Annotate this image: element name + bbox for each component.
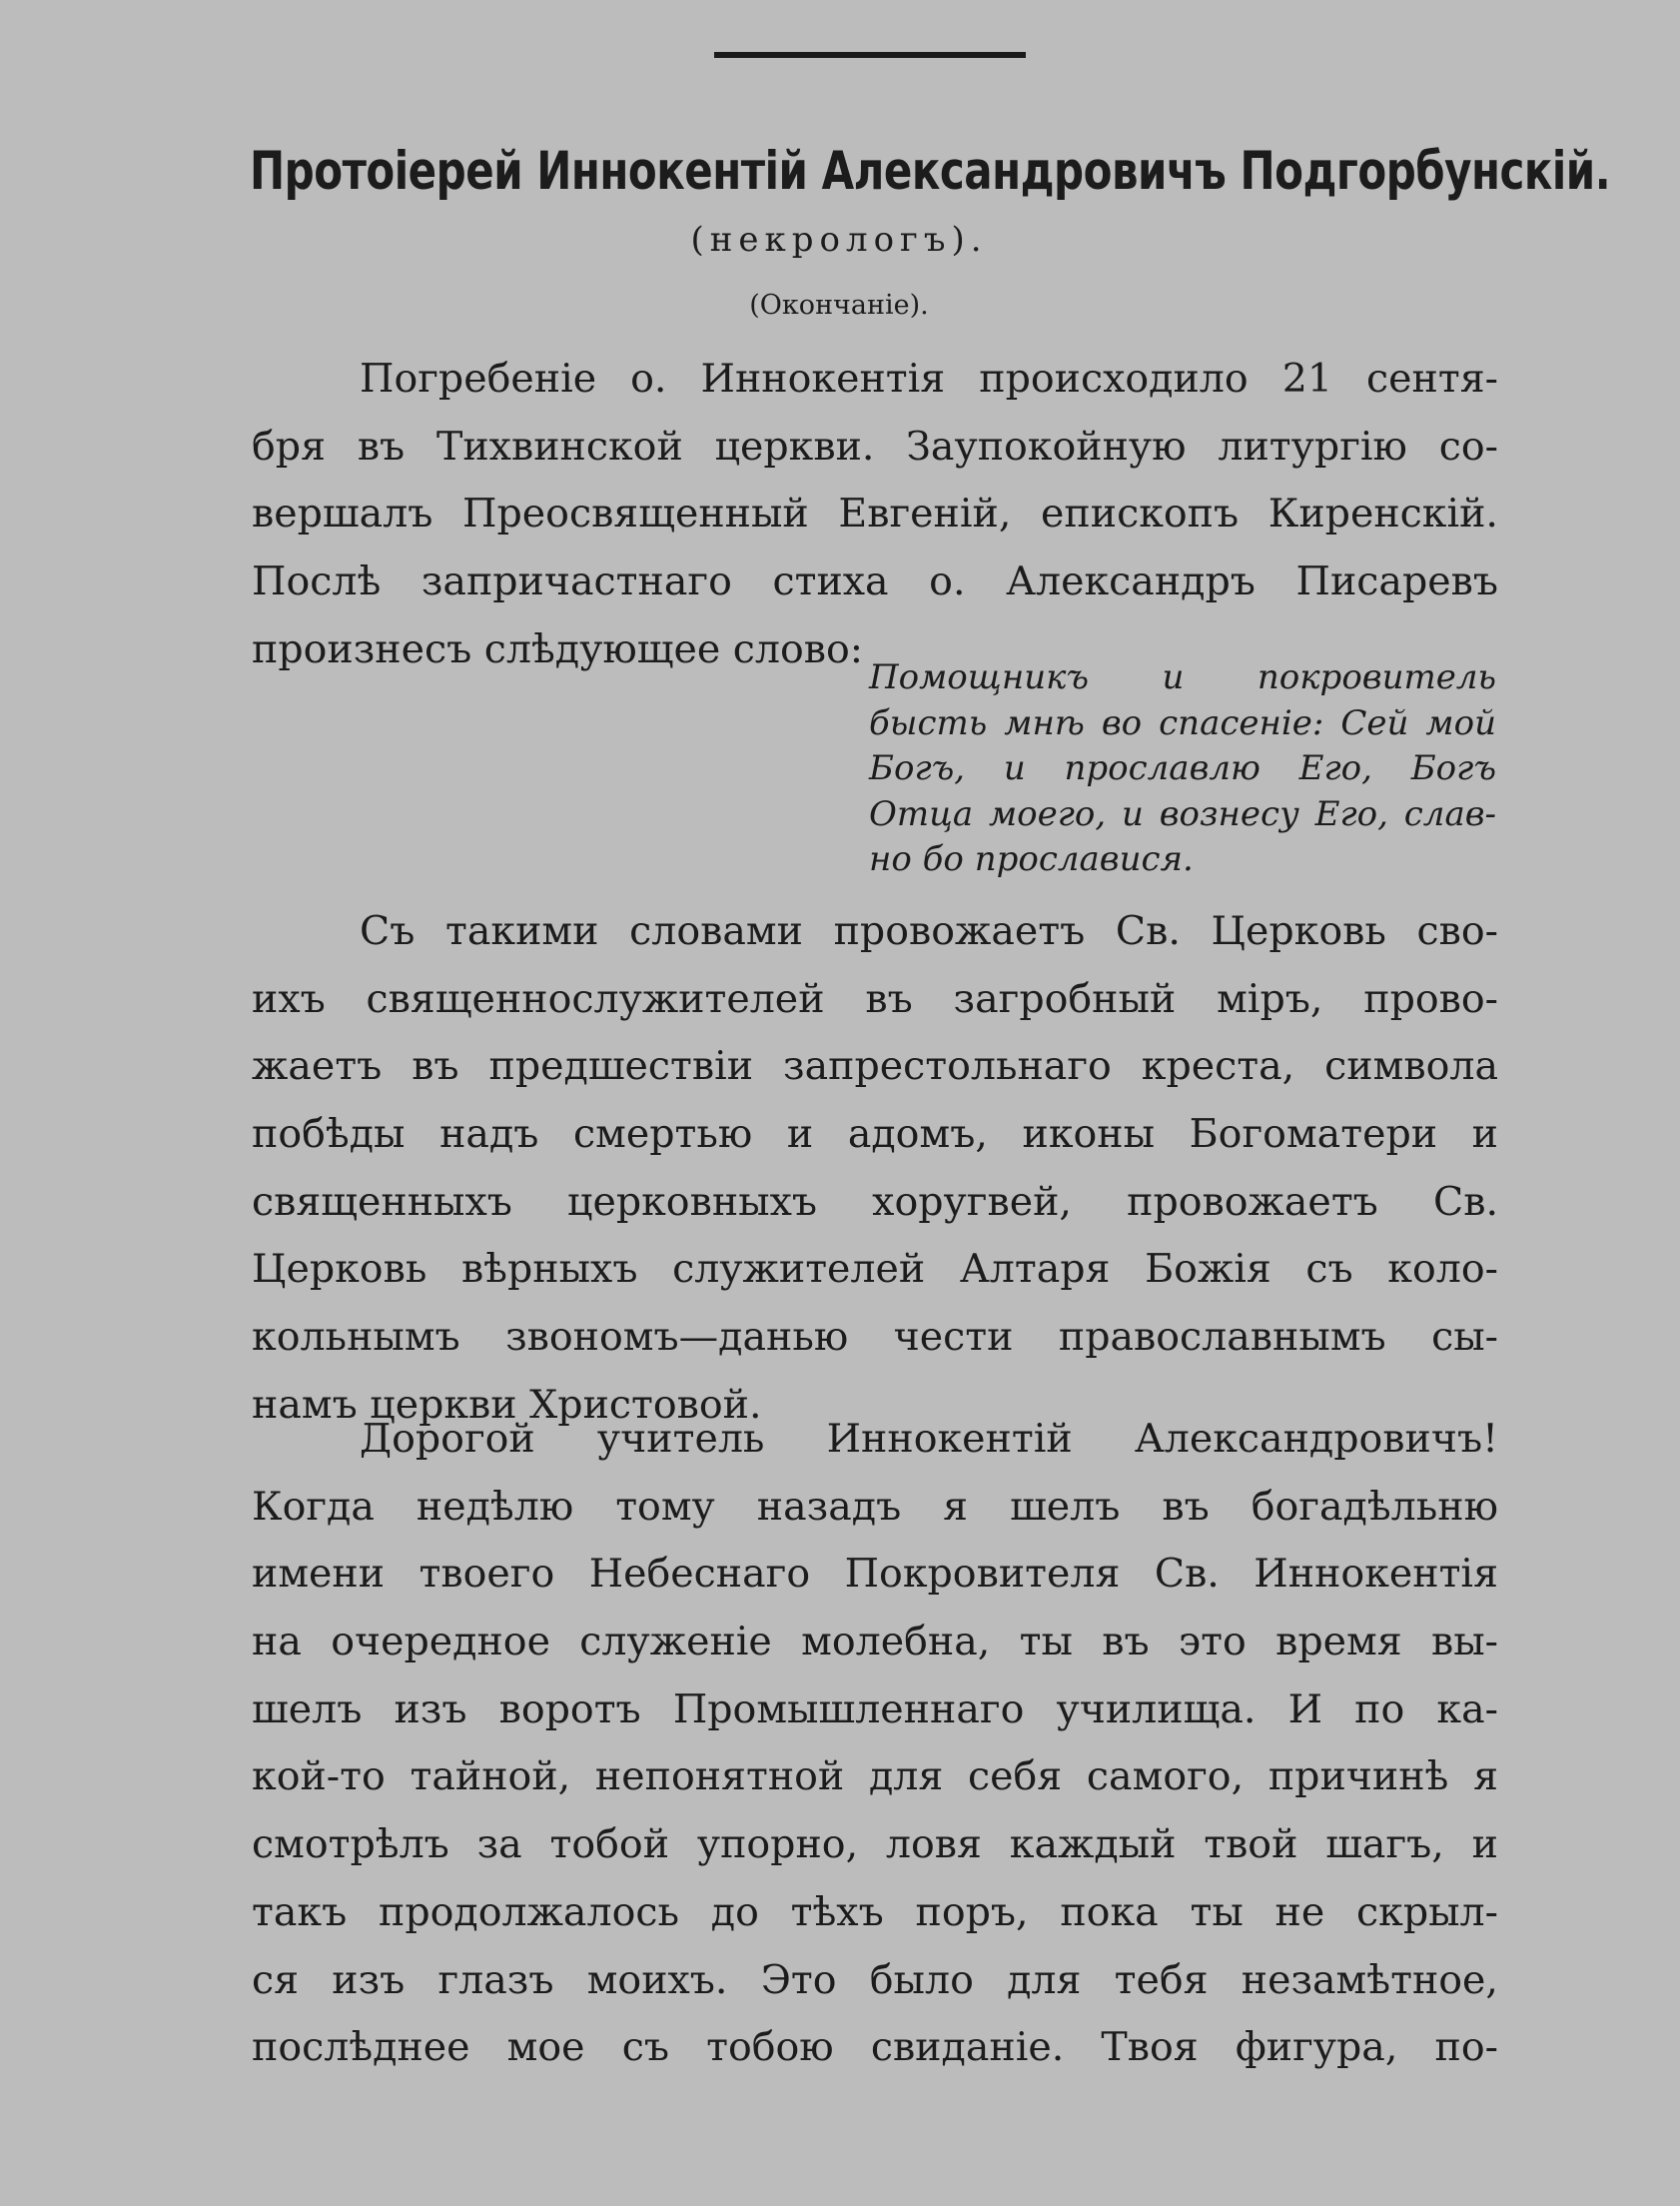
epigraph-line: но бо прославися. bbox=[869, 839, 1194, 880]
paragraph-2 bbox=[252, 898, 1498, 1440]
epigraph-line: Отца моего, и вознесу Его, слав- bbox=[869, 793, 1496, 834]
text-line: жаетъ въ предшествіи запрестольнаго креста, символа bbox=[252, 1043, 1498, 1090]
text-line: ихъ священнослужителей въ загробный міръ, прово- bbox=[252, 975, 1498, 1022]
top-rule bbox=[714, 52, 1026, 58]
text-line: послѣднее мое съ тобою свиданіе. Твоя фигура, по- bbox=[252, 2024, 1498, 2071]
text-line: шелъ изъ воротъ Промышленнаго училища. И по ка- bbox=[252, 1685, 1498, 1732]
text-line: Послѣ запричастнаго стиха о. Александръ Писаревъ bbox=[252, 558, 1498, 605]
epigraph-line: Помощникъ и покровитель bbox=[869, 657, 1496, 697]
text-line: произнесъ слѣдующее слово: bbox=[252, 625, 864, 672]
text-line: кольнымъ звономъ—данью чести православнымъ сы- bbox=[252, 1314, 1498, 1361]
text-line: ся изъ глазъ моихъ. Это было для тебя незамѣтное, bbox=[252, 1956, 1498, 2003]
continuation-note: (Окончаніе). bbox=[749, 290, 929, 321]
text-line: на очередное служеніе молебна, ты въ это время вы- bbox=[252, 1619, 1498, 1665]
text-line: Погребеніе о. Иннокентія происходило 21 сентя- bbox=[360, 356, 1498, 402]
text-line: вершалъ Преосвященный Евгеній, епископъ Киренскій. bbox=[252, 491, 1498, 538]
text-line: кой-то тайной, непонятной для себя самого, причинѣ я bbox=[252, 1753, 1498, 1800]
page-subtitle: (некрологъ). bbox=[690, 220, 988, 260]
paragraph-1 bbox=[252, 346, 1498, 683]
text-line: побѣды надъ смертью и адомъ, иконы Богоматери и bbox=[252, 1111, 1498, 1158]
text-line: такъ продолжалось до тѣхъ поръ, пока ты не скрыл- bbox=[252, 1888, 1498, 1935]
text-line: бря въ Тихвинской церкви. Заупокойную литургію со- bbox=[252, 423, 1498, 470]
text-line: имени твоего Небеснаго Покровителя Св. Иннокентія bbox=[252, 1551, 1498, 1598]
page-title: Протоіерей Иннокентій Александровичъ Подгорбунскій. bbox=[250, 140, 1611, 202]
text-line: намъ церкви Христовой. bbox=[252, 1381, 762, 1428]
text-line: священныхъ церковныхъ хоругвей, провожаетъ Св. bbox=[252, 1178, 1498, 1225]
text-line: Церковь вѣрныхъ служителей Алтаря Божія съ коло- bbox=[252, 1246, 1498, 1293]
text-line: смотрѣлъ за тобой упорно, ловя каждый твой шагъ, и bbox=[252, 1821, 1498, 1868]
text-line: Съ такими словами провожаетъ Св. Церковь сво- bbox=[360, 908, 1498, 954]
epigraph-line: бысть мнѣ во спасеніе: Сей мой bbox=[869, 702, 1496, 743]
epigraph-line: Богъ, и прославлю Его, Богъ bbox=[869, 748, 1496, 789]
text-line: Дорогой учитель Иннокентій Александровичъ! bbox=[360, 1416, 1498, 1462]
paragraph-3 bbox=[252, 1406, 1498, 2082]
text-line: Когда недѣлю тому назадъ я шелъ въ богадѣльню bbox=[252, 1483, 1498, 1530]
epigraph bbox=[869, 655, 1496, 883]
